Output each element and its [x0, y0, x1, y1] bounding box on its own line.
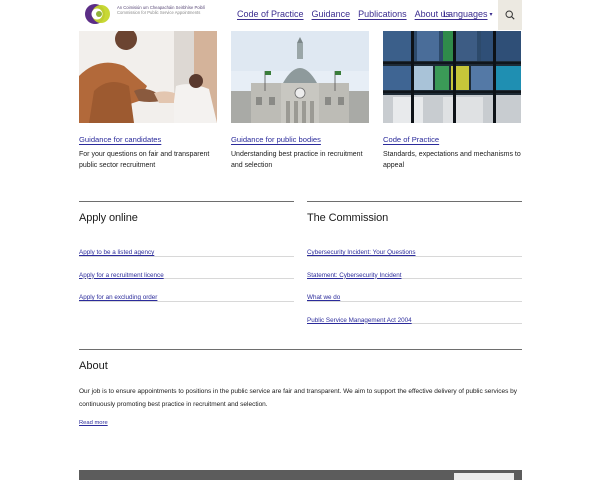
chevron-down-icon: ▾: [489, 12, 493, 18]
psm-act-link[interactable]: Public Service Management Act 2004: [307, 316, 412, 324]
read-more-link[interactable]: Read more: [79, 420, 108, 426]
commission-title: The Commission: [307, 212, 389, 224]
divider: [79, 349, 522, 350]
commission-section: [307, 201, 522, 324]
apply-online-section: [79, 201, 294, 302]
commission-list: [307, 234, 522, 324]
nav-guidance[interactable]: Guidance: [311, 9, 351, 19]
site-logo[interactable]: [84, 2, 204, 26]
guidance-candidates-desc: For your questions on fair and transparent public sector recruitment: [79, 151, 210, 169]
list-item: [307, 279, 522, 302]
divider: [307, 201, 522, 202]
divider: [79, 201, 294, 202]
main-nav: [237, 9, 458, 19]
list-item: [307, 234, 522, 257]
code-of-practice-image[interactable]: [383, 31, 521, 123]
apply-online-title: Apply online: [79, 212, 138, 224]
list-item: [79, 279, 294, 302]
apply-listed-agency-link[interactable]: Apply to be a listed agency: [79, 249, 155, 256]
languages-label: Languages: [443, 9, 488, 19]
logo-icon: [84, 3, 112, 25]
handshake-image: [79, 31, 217, 123]
list-item: [307, 302, 522, 325]
guidance-candidates-link[interactable]: Guidance for candidates: [79, 135, 162, 144]
guidance-public-bodies-desc: Understanding best practice in recruitment and selection: [231, 151, 363, 169]
apply-recruitment-licence-link[interactable]: Apply for a recruitment licence: [79, 271, 164, 279]
list-item: [307, 257, 522, 280]
apply-excluding-order-link[interactable]: Apply for an excluding order: [79, 294, 158, 301]
bookshelf-image: [383, 31, 521, 123]
footer-banner: [79, 470, 522, 480]
site-header: [0, 0, 600, 30]
footer-button[interactable]: [454, 473, 514, 480]
nav-publications[interactable]: Publications: [358, 9, 407, 19]
about-title: About: [79, 360, 108, 372]
logo-text: [117, 5, 205, 16]
search-button[interactable]: [498, 0, 522, 30]
candidates-image[interactable]: [79, 31, 217, 123]
list-item: [79, 257, 294, 280]
languages-dropdown[interactable]: [443, 9, 493, 19]
code-of-practice-link[interactable]: Code of Practice: [383, 135, 440, 144]
what-we-do-link[interactable]: What we do: [307, 294, 341, 301]
cybersecurity-statement-link[interactable]: Statement: Cybersecurity Incident: [307, 271, 402, 279]
list-item: [79, 234, 294, 257]
apply-online-list: [79, 234, 294, 302]
about-text: Our job is to ensure appointments to positions in the public service are fair and transparent. We aim to support the effective delivery of public services by continuously promoting best practice in recruitment and selection.: [79, 388, 518, 408]
nav-code-of-practice[interactable]: Code of Practice: [237, 9, 304, 19]
government-building-image: [231, 31, 369, 123]
logo-line-irish: An Coimisiún um Cheapacháin Seirbhíse Poiblí: [117, 5, 205, 10]
nav-about-us[interactable]: About us: [414, 9, 451, 19]
guidance-public-bodies-link[interactable]: Guidance for public bodies: [231, 135, 321, 144]
cybersecurity-questions-link[interactable]: Cybersecurity Incident: Your Questions: [307, 249, 416, 256]
about-section: [79, 349, 522, 429]
logo-line-english: Commission for Public Service Appointments: [117, 10, 201, 16]
code-of-practice-desc: Standards, expectations and mechanisms to appeal: [383, 151, 521, 169]
search-icon: [505, 10, 515, 20]
public-bodies-image[interactable]: [231, 31, 369, 123]
